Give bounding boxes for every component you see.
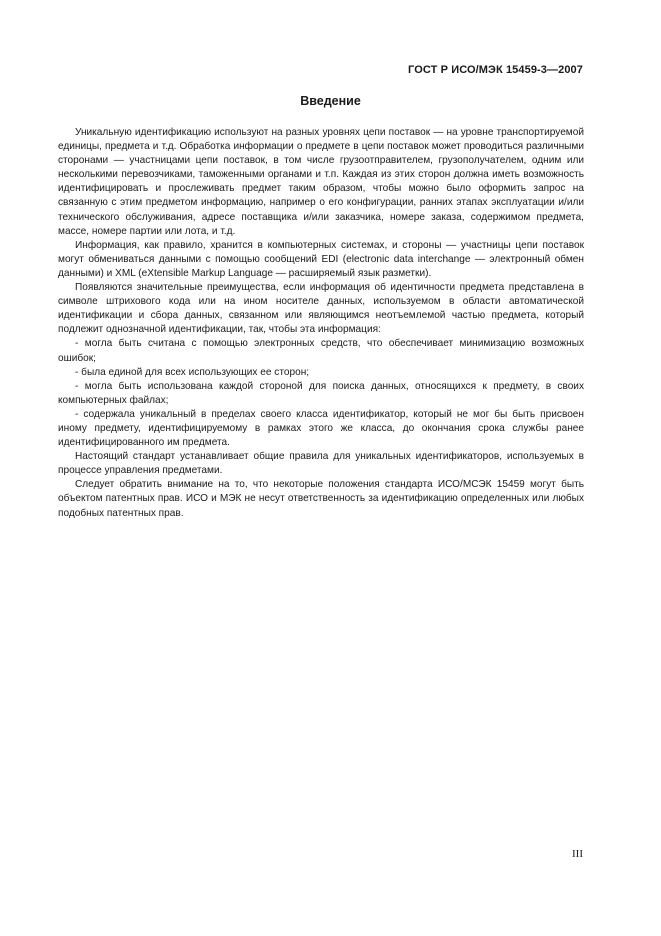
paragraph: Появляются значительные преимущества, если информация об идентичности предмета представлена в символе штрихового кода или на ином носителе данных, используемом в области автоматической идентификации и сбора данных, связанном или являющимся неотъемлемой частью предмета, который подлежит однозначной идентификации, так, чтобы эта информация: xyxy=(58,282,584,336)
paragraph: Информация, как правило, хранится в компьютерных системах, и стороны — участницы цепи поставок могут обмениваться данными с помощью сообщений EDI (electronic data interchange — электронный обмен данными) и XML (eXtensible Markup Language — расширяемый язык разметки). xyxy=(58,239,584,279)
list-item: - содержала уникальный в пределах своего класса идентификатор, который не мог бы быть присвоен иному предмету, идентифицируемому в рамках этого же класса, до окончания срока службы ранее идентифицированного им предмета. xyxy=(58,408,584,449)
paragraph: Настоящий стандарт устанавливает общие правила для уникальных идентификаторов, используемых в процессе управления предметами. xyxy=(58,451,584,477)
page-number: III xyxy=(572,848,583,860)
standard-header: ГОСТ Р ИСО/МЭК 15459-3—2007 xyxy=(408,64,583,76)
paragraph: Уникальную идентификацию используют на разных уровнях цепи поставок — на уровне транспортируемой единицы, предмета и т.д. Обработка информации о предмете в цепи поставок может проводиться различными сторонами — участницами цепи поставок, в том числе грузоотправителем, грузополучателем, одним или несколькими перевозчиками, таможенными органами и т.п. Каждая из этих сторон должна иметь возможность идентифицировать и прослеживать предмет таким образом, чтобы можно было оформить запрос на связанную с этим предметом информацию, например о его конфигурации, ранних этапах эксплуатации и/или технического обслуживания, адресе поставщика и/или заказчика, номере заказа, содержимом предмета, массе, номере партии или лота, и т.д. xyxy=(58,127,584,237)
section-title: Введение xyxy=(300,94,361,108)
list-item: - могла быть использована каждой стороной для поиска данных, относящихся к предмету, в своих компьютерных файлах; xyxy=(58,380,584,406)
list-item: - была единой для всех использующих ее сторон; xyxy=(75,366,310,378)
body-text xyxy=(58,126,584,521)
paragraph: Следует обратить внимание на то, что некоторые положения стандарта ИСО/МСЭК 15459 могут быть объектом патентных прав. ИСО и МЭК не несут ответственность за идентификацию определенных или любых подобных патентных прав. xyxy=(58,479,584,519)
list-item: - могла быть считана с помощью электронных средств, что обеспечивает минимизацию возможных ошибок; xyxy=(58,338,584,364)
